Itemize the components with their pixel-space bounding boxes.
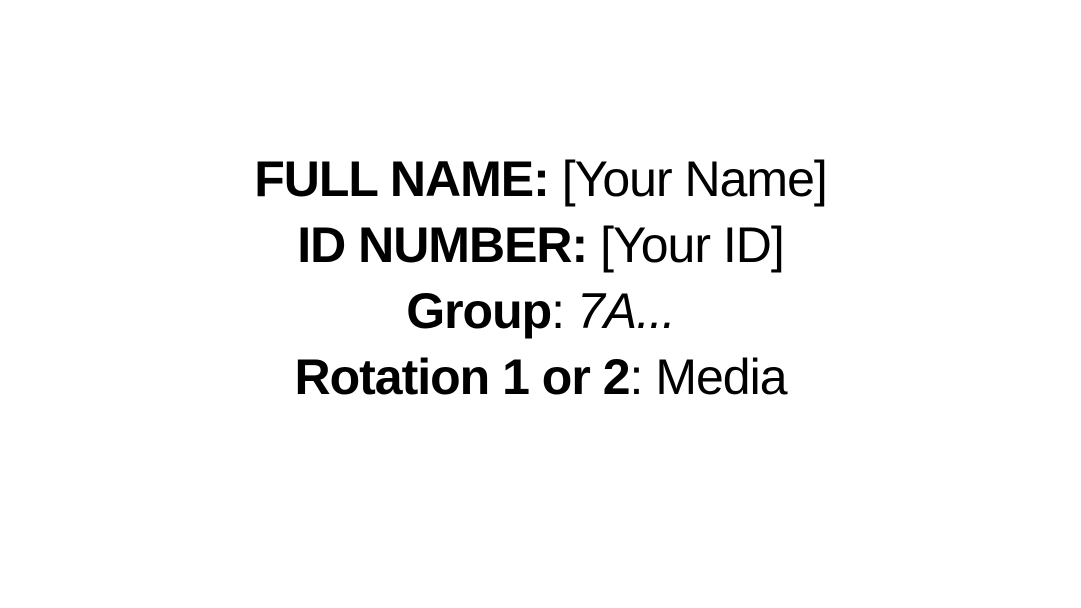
id-number-value: [Your ID]: [587, 217, 784, 273]
rotation-label: Rotation 1 or 2: [294, 349, 630, 405]
full-name-value: [Your Name]: [548, 151, 827, 207]
id-number-separator: :: [571, 217, 588, 273]
full-name-line: [0, 146, 1081, 212]
group-value: 7A...: [564, 283, 675, 339]
id-number-label: ID NUMBER: [297, 217, 572, 273]
full-name-separator: :: [533, 151, 549, 207]
full-name-label: FULL NAME: [254, 151, 534, 207]
student-info-block: [0, 146, 1081, 410]
rotation-separator: :: [629, 349, 643, 405]
id-number-line: [0, 212, 1081, 278]
rotation-value: Media: [642, 349, 787, 405]
group-line: [0, 278, 1081, 344]
rotation-line: [0, 344, 1081, 410]
group-label: Group: [406, 283, 552, 339]
group-separator: :: [551, 283, 565, 339]
